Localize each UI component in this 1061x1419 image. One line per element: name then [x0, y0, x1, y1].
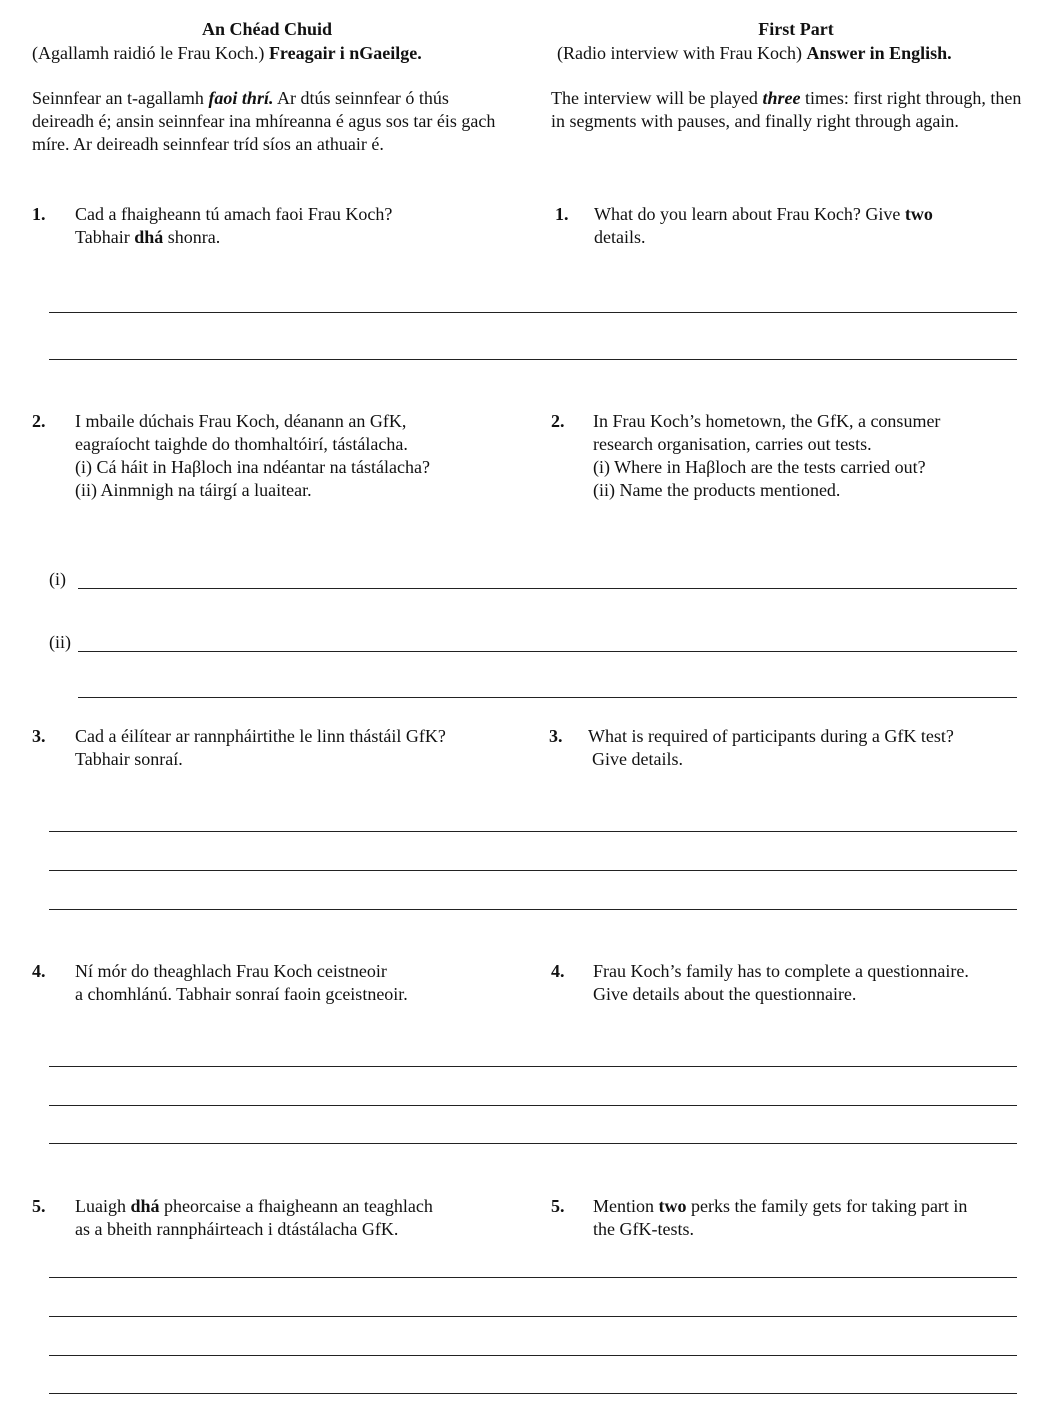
q4-number-en: 4. — [551, 961, 565, 981]
q2-answer-line-ii-2[interactable] — [78, 697, 1017, 698]
q5-answer-line-3[interactable] — [49, 1355, 1017, 1356]
q5-ga-line1-post: pheorcaise a fhaigheann an teaghlach — [159, 1196, 433, 1216]
q1-en-line1-bold: two — [904, 204, 933, 224]
q2-en-line1: In Frau Koch’s hometown, the GfK, a consumer — [593, 411, 941, 431]
q3-number-en: 3. — [549, 726, 563, 746]
q1-en-line2: details. — [594, 227, 646, 247]
q4-answer-line-1[interactable] — [49, 1066, 1017, 1067]
q2-ga-line3: (i) Cá háit in Haβloch ina ndéantar na tástálacha? — [75, 457, 430, 477]
english-instructions-pre: The interview will be played — [551, 88, 763, 108]
q2-number-ga: 2. — [32, 411, 46, 431]
irish-title: An Chéad Chuid — [201, 19, 333, 39]
q2-ga-line4: (ii) Ainmnigh na táirgí a luaitear. — [75, 480, 312, 500]
q5-number-en: 5. — [551, 1196, 565, 1216]
q3-en-line1: What is required of participants during a GfK test? — [588, 726, 954, 746]
q1-number-en: 1. — [555, 204, 569, 224]
q2-label-ii: (ii) — [49, 632, 71, 652]
q2-ga-line2: eagraíocht taighde do thomhaltóirí, tástálacha. — [75, 434, 408, 454]
q5-en-line1-bold: two — [658, 1196, 687, 1216]
q3-answer-line-3[interactable] — [49, 909, 1017, 910]
english-instructions — [551, 87, 1033, 133]
q4-en-line1: Frau Koch’s family has to complete a questionnaire. — [593, 961, 969, 981]
q5-ga-line2: as a bheith rannpháirteach i dtástálacha GfK. — [75, 1219, 399, 1239]
q2-number-en: 2. — [551, 411, 565, 431]
q4-ga-line1: Ní mór do theaghlach Frau Koch ceistneoir — [75, 961, 387, 981]
q3-ga-line2: Tabhair sonraí. — [75, 749, 183, 769]
irish-instructions-post: Ar dtús seinnfear ó thús deireadh é; ansin seinnfear ina mhíreanna é agus sos tar éis gach míre. Ar deireadh seinnfear tríd síos an athuair é. — [32, 88, 496, 154]
q4-answer-line-3[interactable] — [49, 1143, 1017, 1144]
q3-english-text — [588, 725, 954, 771]
q4-english-text — [593, 960, 969, 1006]
q2-irish-text — [75, 410, 430, 502]
q5-en-line1-pre: Mention — [593, 1196, 659, 1216]
q5-answer-line-4[interactable] — [49, 1393, 1017, 1394]
q1-irish-text — [75, 203, 392, 249]
q1-ga-line2-post: shonra. — [163, 227, 221, 247]
q3-number-ga: 3. — [32, 726, 46, 746]
q2-label-i: (i) — [49, 569, 66, 589]
q2-ga-line1: I mbaile dúchais Frau Koch, déanann an GfK, — [75, 411, 407, 431]
q2-english-text — [593, 410, 940, 502]
english-answer-instruction: Answer in English. — [806, 43, 952, 63]
q5-answer-line-1[interactable] — [49, 1277, 1017, 1278]
irish-instructions — [32, 87, 502, 156]
q2-en-line2: research organisation, carries out tests. — [593, 434, 872, 454]
q1-en-line1 — [594, 203, 933, 226]
q3-answer-line-1[interactable] — [49, 831, 1017, 832]
q5-en-line1-post: perks the family gets for taking part in — [686, 1196, 968, 1216]
q5-en-line2: the GfK-tests. — [593, 1219, 694, 1239]
q5-en-line1 — [593, 1195, 967, 1218]
english-subtitle — [557, 42, 1037, 65]
english-instructions-post: times: first right through, then in segments with pauses, and finally right through again. — [551, 88, 1022, 131]
q4-ga-line2: a chomhlánú. Tabhair sonraí faoin gceistneoir. — [75, 984, 408, 1004]
q3-irish-text — [75, 725, 446, 771]
q2-en-line4: (ii) Name the products mentioned. — [593, 480, 841, 500]
irish-subtitle — [32, 42, 502, 65]
q1-ga-line2-pre: Tabhair — [75, 227, 135, 247]
english-subtitle-text: (Radio interview with Frau Koch) — [557, 43, 807, 63]
q5-ga-line1-pre: Luaigh — [75, 1196, 131, 1216]
q3-answer-line-2[interactable] — [49, 870, 1017, 871]
q3-ga-line1: Cad a éilítear ar rannpháirtithe le linn thástáil GfK? — [75, 726, 446, 746]
irish-instructions-emphasis: faoi thrí. — [208, 88, 274, 108]
english-title: First Part — [758, 19, 834, 39]
q1-number-ga: 1. — [32, 204, 46, 224]
q5-english-text — [593, 1195, 967, 1241]
english-instructions-emphasis: three — [762, 88, 801, 108]
q2-answer-line-ii[interactable] — [78, 651, 1017, 652]
q1-english-text — [594, 203, 933, 249]
q5-number-ga: 5. — [32, 1196, 46, 1216]
q4-irish-text — [75, 960, 408, 1006]
q5-ga-line1 — [75, 1195, 433, 1218]
q1-ga-line1: Cad a fhaigheann tú amach faoi Frau Koch? — [75, 204, 393, 224]
q2-en-line3: (i) Where in Haβloch are the tests carried out? — [593, 457, 926, 477]
q4-number-ga: 4. — [32, 961, 46, 981]
q5-ga-line1-bold: dhá — [130, 1196, 160, 1216]
irish-subtitle-text: (Agallamh raidió le Frau Koch.) — [32, 43, 269, 63]
q1-ga-line2 — [75, 226, 392, 249]
q5-answer-line-2[interactable] — [49, 1316, 1017, 1317]
q1-answer-line-2[interactable] — [49, 359, 1017, 360]
q4-answer-line-2[interactable] — [49, 1105, 1017, 1106]
q1-en-line1-pre: What do you learn about Frau Koch? Give — [594, 204, 905, 224]
irish-instructions-pre: Seinnfear an t-agallamh — [32, 88, 209, 108]
q3-en-line2: Give details. — [592, 749, 683, 769]
q2-answer-line-i[interactable] — [78, 588, 1017, 589]
irish-answer-instruction: Freagair i nGaeilge. — [268, 43, 422, 63]
q1-ga-line2-bold: dhá — [134, 227, 164, 247]
q4-en-line2: Give details about the questionnaire. — [593, 984, 857, 1004]
q5-irish-text — [75, 1195, 433, 1241]
q1-answer-line-1[interactable] — [49, 312, 1017, 313]
